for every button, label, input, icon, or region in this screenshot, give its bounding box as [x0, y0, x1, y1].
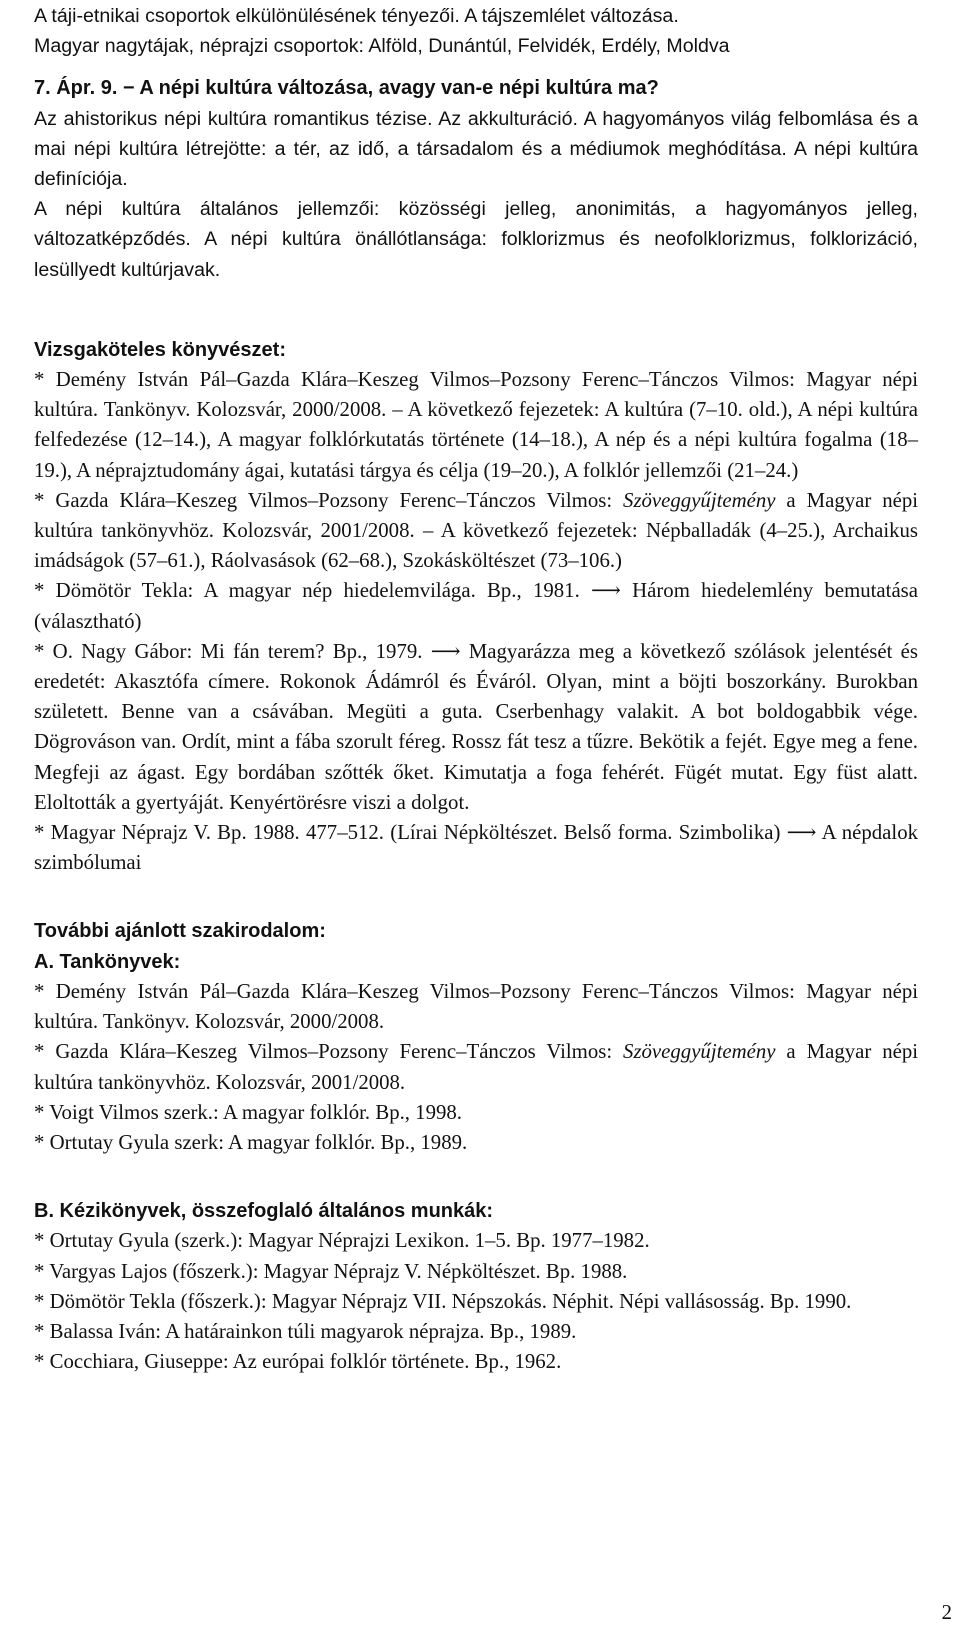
- exam-item-2: [34, 486, 918, 577]
- spacer: [34, 1158, 918, 1196]
- further-reading-heading: További ajánlott szakirodalom:: [34, 920, 326, 943]
- textbook-item-2: [34, 1037, 918, 1097]
- exam-item-3: * Dömötör Tekla: A magyar nép hiedelemvilága. Bp., 1981. ⟶ Három hiedelemlény bemutatása (választható): [34, 579, 918, 633]
- handbook-item-2: * Vargyas Lajos (főszerk.): Magyar Néprajz V. Népköltészet. Bp. 1988.: [34, 1259, 628, 1283]
- textbook-item-2-rest: a Magyar népi kultúra tankönyvhöz. Kolozsvár, 2001/2008.: [34, 1040, 919, 1094]
- page-number: 2: [941, 1600, 952, 1624]
- textbook-item-2-title: Szöveggyűjtemény: [623, 1040, 776, 1064]
- exam-item-4: * O. Nagy Gábor: Mi fán terem? Bp., 1979. ⟶ Magyarázza meg a következő szólások jelentését és eredetét: Akasztófa címere. Rokonok Ádámról és Éváról. Olyan, mint a böjti boszorkány. Burokban született. Benne van a csávában. Megüti a guta. Cserbenhagy valakit. A bot boldogabbik vége. Dögrováson van. Ordít, mint a fába szorult féreg. Rossz fát tesz a tűzre. Bekötik a fejét. Egye meg a fene. Megfeji az ágast. Egy bordában szőtték őket. Kimutatja a foga fehérét. Fügét mutat. Egy füst alatt. Eloltották a gyertyáját. Kenyértörésre viszi a dolgot.: [34, 639, 918, 814]
- handbook-item-3: * Dömötör Tekla (főszerk.): Magyar Néprajz VII. Népszokás. Néphit. Népi vallásosság. Bp. 1990.: [34, 1289, 852, 1313]
- handbook-item-1: * Ortutay Gyula (szerk.): Magyar Néprajzi Lexikon. 1–5. Bp. 1977–1982.: [34, 1229, 650, 1253]
- textbook-item-2-authors: * Gazda Klára–Keszeg Vilmos–Pozsony Ferenc–Tánczos Vilmos:: [34, 1040, 624, 1064]
- session-7-body-b: A népi kultúra általános jellemzői: közösségi jelleg, anonimitás, a hagyományos jelleg, változatképződés. A népi kultúra önállótlansága: folklorizmus és neofolklorizmus, folklorizáció, lesüllyedt kultúrjavak.: [34, 198, 918, 281]
- handbooks-heading: B. Kézikönyvek, összefoglaló általános munkák:: [34, 1200, 494, 1223]
- session-7-heading: 7. Ápr. 9. − A népi kultúra változása, avagy van-e népi kultúra ma?: [34, 77, 659, 100]
- textbook-item-1: * Demény István Pál–Gazda Klára–Keszeg Vilmos–Pozsony Ferenc–Tánczos Vilmos: Magyar népi kultúra. Tankönyv. Kolozsvár, 2000/2008.: [34, 979, 918, 1034]
- spacer: [34, 285, 918, 335]
- exam-bibliography-heading: Vizsgaköteles könyvészet:: [34, 338, 286, 361]
- session-7-body-a: Az ahistorikus népi kultúra romantikus tézise. Az akkulturáció. A hagyományos világ felbomlása és a mai népi kultúra létrejötte: a tér, az idő, a társadalom és a médiumok meghódítása. A népi kultúra definíciója.: [34, 107, 918, 191]
- topics-line-2: Magyar nagytájak, néprajzi csoportok: Alföld, Dunántúl, Felvidék, Erdély, Moldva: [34, 35, 730, 58]
- exam-item-1: * Demény István Pál–Gazda Klára–Keszeg Vilmos–Pozsony Ferenc–Tánczos Vilmos: Magyar népi kultúra. Tankönyv. Kolozsvár, 2000/2008. – A következő fejezetek: A kultúra (7–10. old.), A népi kultúra felfedezése (12–14.), A magyar folklórkutatás története (14–18.), A nép és a népi kultúra fogalma (18–19.), A néprajztudomány ágai, kutatási tárgya és célja (19–20.), A folklór jellemzői (21–24.): [34, 368, 918, 482]
- textbooks-heading: A. Tankönyvek:: [34, 950, 181, 973]
- exam-item-2-authors: * Gazda Klára–Keszeg Vilmos–Pozsony Ferenc–Tánczos Vilmos:: [34, 488, 624, 512]
- handbook-item-5: * Cocchiara, Giuseppe: Az európai folklór története. Bp., 1962.: [34, 1350, 562, 1374]
- textbook-item-4: * Ortutay Gyula szerk: A magyar folklór. Bp., 1989.: [34, 1130, 468, 1154]
- exam-item-5: * Magyar Néprajz V. Bp. 1988. 477–512. (Lírai Népköltészet. Belső forma. Szimbolika) ⟶ A népdalok szimbólumai: [34, 821, 918, 875]
- topics-line-1: A táji-etnikai csoportok elkülönülésének tényezői. A tájszemlélet változása.: [34, 5, 679, 27]
- document-page: [34, 1, 918, 1377]
- spacer: [34, 878, 918, 916]
- textbook-item-3: * Voigt Vilmos szerk.: A magyar folklór. Bp., 1998.: [34, 1100, 462, 1124]
- spacer: [34, 61, 918, 73]
- handbook-item-4: * Balassa Iván: A határainkon túli magyarok néprajza. Bp., 1989.: [34, 1319, 577, 1343]
- exam-item-2-title: Szöveggyűjtemény: [623, 488, 776, 512]
- exam-item-2-rest: a Magyar népi kultúra tankönyvhöz. Kolozsvár, 2001/2008. – A következő fejezetek: Népballadák (4–25.), Archaikus imádságok (57–61.), Ráolvasások (62–68.), Szokásköltészet (73–106.): [34, 488, 919, 573]
